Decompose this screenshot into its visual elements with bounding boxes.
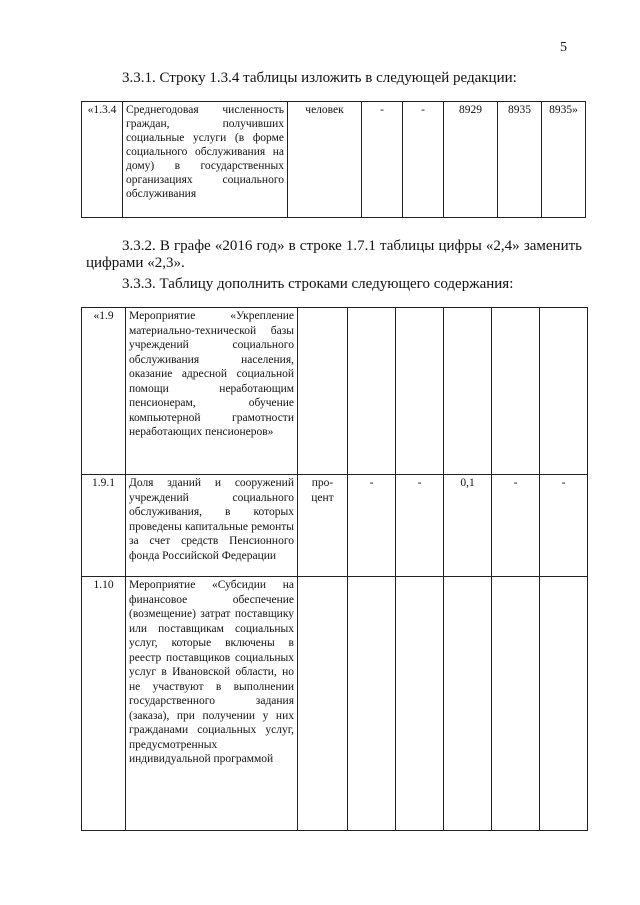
value-cell-5: - (540, 475, 588, 577)
value-cell-3: 8929 (444, 102, 498, 218)
value-cell-2 (396, 577, 444, 831)
unit-cell (298, 577, 348, 831)
unit-cell (298, 308, 348, 475)
table-row (82, 577, 588, 831)
table-row-1-3-4 (81, 101, 586, 218)
value-cell-4 (492, 577, 540, 831)
value-cell-4 (492, 308, 540, 475)
value-cell-5 (540, 308, 588, 475)
paragraph-3-3-2: 3.3.2. В графе «2016 год» в строке 1.7.1 таблицы цифры «2,4» заменить цифрами «2,3». (86, 238, 582, 271)
value-cell-2 (396, 308, 444, 475)
indicator-name-cell: Мероприятие «Укрепление материально-технической базы учреждений социального обслуживания населения, оказание адресной социальной помощи неработающим пенсионерам, обучение компьютерной грамотности неработающих пенсионеров» (126, 308, 298, 475)
value-cell-3 (444, 577, 492, 831)
paragraph-3-3-1: 3.3.1. Строку 1.3.4 таблицы изложить в следующей редакции: (122, 70, 517, 86)
indicator-name-cell: Среднегодовая численность граждан, получивших социальные услуги (в форме социального обслуживания на дому) в государственных организациях социального обслуживания (123, 102, 288, 218)
value-cell-1 (348, 308, 396, 475)
indicator-name-cell: Мероприятие «Субсидии на финансовое обеспечение (возмещение) затрат поставщику или поставщикам социальных услуг, которые включены в реестр поставщиков социальных услуг в Ивановской области, но не участвуют в выполнении государственного задания (заказа), при получении у них гражданами социальных услуг, предусмотренных индивидуальной программой (126, 577, 298, 831)
value-cell-5: 8935» (542, 102, 586, 218)
row-number-cell: 1.10 (82, 577, 126, 831)
table-row (82, 102, 586, 218)
value-cell-1: - (362, 102, 403, 218)
row-number-cell: «1.3.4 (82, 102, 123, 218)
paragraph-3-3-3: 3.3.3. Таблицу дополнить строками следующего содержания: (122, 276, 514, 292)
value-cell-5 (540, 577, 588, 831)
table-new-rows (81, 307, 588, 831)
value-cell-3 (444, 308, 492, 475)
row-number-cell: 1.9.1 (82, 475, 126, 577)
value-cell-2: - (396, 475, 444, 577)
value-cell-1: - (348, 475, 396, 577)
page-number: 5 (560, 40, 567, 55)
value-cell-4: - (492, 475, 540, 577)
value-cell-4: 8935 (498, 102, 542, 218)
table-row (82, 475, 588, 577)
value-cell-1 (348, 577, 396, 831)
indicator-name-cell: Доля зданий и сооружений учреждений социального обслуживания, в которых проведены капитальные ремонты за счет средств Пенсионного фонда Российской Федерации (126, 475, 298, 577)
unit-cell: про- цент (298, 475, 348, 577)
unit-cell: человек (288, 102, 362, 218)
value-cell-3: 0,1 (444, 475, 492, 577)
table-row (82, 308, 588, 475)
value-cell-2: - (403, 102, 444, 218)
row-number-cell: «1.9 (82, 308, 126, 475)
